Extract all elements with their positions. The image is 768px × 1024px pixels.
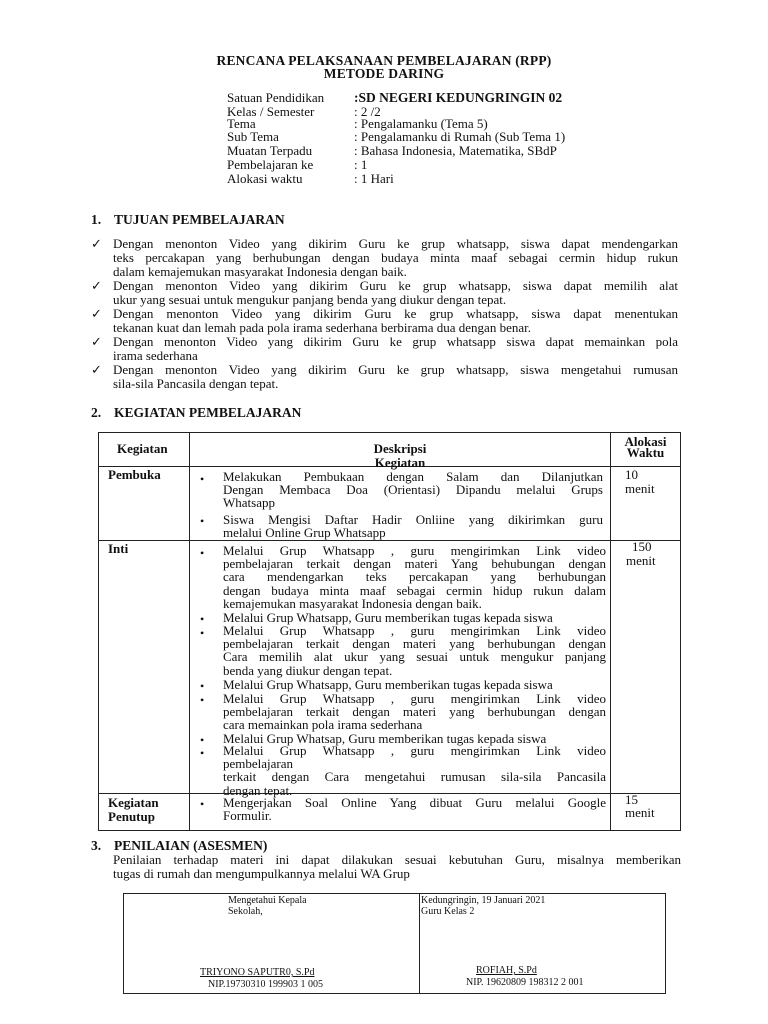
check-icon: ✓ [91, 306, 102, 321]
identity-label: Alokasi waktu [227, 171, 303, 186]
identity-value: : 1 Hari [354, 171, 394, 186]
time-unit: menit [626, 553, 656, 568]
signatory-name: ROFIAH, S.Pd [476, 965, 537, 976]
check-icon: ✓ [91, 362, 102, 377]
identity-label: Pembelajaran ke [227, 157, 314, 172]
check-icon: ✓ [91, 236, 102, 251]
section-number: 3. [91, 838, 102, 853]
table-border [189, 432, 190, 831]
column-header-deskripsi: Deskripsi [373, 441, 427, 456]
identity-label: Sub Tema [227, 129, 279, 144]
signature-caption: Mengetahui Kepala [228, 895, 307, 906]
signature-caption: Sekolah, [228, 906, 263, 917]
table-border [680, 432, 681, 831]
signature-caption: Guru Kelas 2 [421, 906, 475, 917]
section-heading: KEGIATAN PEMBELAJARAN [114, 405, 302, 420]
table-bullet-item: Mengerjakan Soal Online Yang dibuat Guru melalui Google Formulir. [223, 795, 606, 824]
document-subtitle: METODE DARING [323, 66, 445, 81]
table-border [610, 432, 611, 831]
box-border [123, 893, 666, 894]
time-unit: menit [625, 805, 655, 820]
signatory-nip: NIP.19730310 199903 1 005 [208, 979, 324, 990]
identity-value: : Pengalamanku (Tema 5) [354, 116, 488, 131]
table-border [98, 830, 681, 831]
table-bullet-item: Melalui Grup Whatsapp, Guru memberikan tugas kepada siswa [223, 677, 553, 692]
table-border [98, 432, 681, 433]
bullet-icon: • [200, 733, 205, 747]
time-value: 10 [625, 467, 638, 482]
column-header-deskripsi: Kegiatan [374, 455, 426, 470]
identity-value-school: :SD NEGERI KEDUNGRINGIN 02 [354, 90, 563, 105]
identity-value: : Pengalamanku di Rumah (Sub Tema 1) [354, 129, 566, 144]
signature-date: Kedungringin, 19 Januari 2021 [421, 895, 546, 906]
check-icon: ✓ [91, 334, 102, 349]
bullet-icon: • [200, 612, 205, 626]
list-item: Dengan menonton Video yang dikirim Guru ke grup whatsapp, siswa dapat menentukan tekanan kuat dan lemah pada pola irama sederhana berbirama dua dengan benar. [113, 306, 678, 335]
bullet-icon: • [200, 746, 205, 760]
row-label-penutup: Kegiatan [108, 795, 159, 810]
bullet-icon: • [200, 797, 205, 811]
section-number: 1. [91, 212, 102, 227]
table-bullet-item: Melalui Grup Whatsapp , guru mengirimkan Link video pembelajaran terkait dengan materi Yang behubungan dengan cara mendengarkan teks percakapan yang berhubungan dengan budaya minta maaf sebagai cermin hidup rukun dalam kemajemukan masyarakat Indonesia dengan baik. [223, 543, 606, 611]
section-number: 2. [91, 405, 102, 420]
identity-label: Tema [227, 116, 256, 131]
identity-label: Satuan Pendidikan [227, 90, 325, 105]
table-border [98, 432, 99, 831]
box-border [665, 893, 666, 994]
bullet-icon: • [200, 472, 205, 486]
list-item: Dengan menonton Video yang dikirim Guru ke grup whatsapp siswa dapat memainkan pola irama sederhana [113, 334, 678, 363]
list-item: Dengan menonton Video yang dikirim Guru ke grup whatsapp, siswa dapat mendengarkan teks percakapan yang berhubungan dengan budaya minta maaf sebagai cermin hidup rukun dalam kemajemukan masyarakat Indonesia dengan baik. [113, 236, 678, 279]
column-header-alokasi: Waktu [626, 445, 665, 460]
identity-label: Kelas / Semester [227, 104, 315, 119]
table-bullet-item: Melalui Grup Whatsapp , guru mengirimkan Link video pembelajaran terkait dengan Cara mengetahui rumusan sila-sila Pancasila dengan tepat. [223, 743, 606, 798]
bullet-icon: • [200, 626, 205, 640]
row-label-penutup: Penutup [108, 809, 155, 824]
bullet-icon: • [200, 514, 205, 528]
identity-value: : 2 /2 [354, 104, 381, 119]
table-bullet-item: Siswa Mengisi Daftar Hadir Onliine yang dikirimkan guru melalui Online Grup Whatsapp [223, 512, 603, 541]
document-title: RENCANA PELAKSANAAN PEMBELAJARAN (RPP) [216, 53, 552, 68]
box-divider [419, 893, 420, 994]
row-label-inti: Inti [108, 541, 129, 556]
identity-label: Muatan Terpadu [227, 143, 313, 158]
bullet-icon: • [200, 679, 205, 693]
box-border [123, 893, 124, 994]
column-header-kegiatan: Kegiatan [117, 441, 168, 456]
time-value: 15 [625, 792, 638, 807]
list-item: Dengan menonton Video yang dikirim Guru ke grup whatsapp, siswa dapat memilih alat ukur yang sesuai untuk mengukur panjang benda yang diukur dengan tepat. [113, 278, 678, 307]
table-bullet-item: Melakukan Pembukaan dengan Salam dan Dilanjutkan Dengan Membaca Doa (Orientasi) Dipandu melalui Grups Whatsapp [223, 469, 603, 511]
check-icon: ✓ [91, 278, 102, 293]
column-header-alokasi: Alokasi [624, 434, 667, 449]
table-bullet-item: Melalui Grup Whatsapp , guru mengirimkan Link video pembelajaran terkait dengan materi yang berhubungan dengan cara memainkan pola irama sederhana [223, 691, 606, 733]
table-border [98, 540, 681, 541]
section-heading: PENILAIAN (ASESMEN) [114, 838, 268, 853]
row-label-pembuka: Pembuka [108, 467, 161, 482]
bullet-icon: • [200, 693, 205, 707]
bullet-icon: • [200, 546, 205, 560]
signatory-nip: NIP. 19620809 198312 2 001 [466, 977, 584, 988]
section-heading: TUJUAN PEMBELAJARAN [114, 212, 285, 227]
identity-value: : 1 [354, 157, 368, 172]
table-bullet-item: Melalui Grup Whatsapp, Guru memberikan tugas kepada siswa [223, 610, 553, 625]
assessment-text: Penilaian terhadap materi ini dapat dilakukan sesuai kebutuhan Guru, misalnya memberikan tugas di rumah dan mengumpulkannya melalui WA Grup [113, 852, 681, 881]
list-item: Dengan menonton Video yang dikirim Guru ke grup whatsapp, siswa mengetahui rumusan sila-sila Pancasila dengan tepat. [113, 362, 678, 391]
box-border [123, 993, 666, 994]
table-bullet-item: Melalui Grup Whatsap, Guru memberikan tugas kepada siswa [223, 731, 547, 746]
table-bullet-item: Melalui Grup Whatsapp , guru mengirimkan Link video pembelajaran terkait dengan materi yang berhubungan dengan Cara memilih alat ukur yang sesuai untuk mengukur panjang benda yang diukur dengan tepat. [223, 623, 606, 678]
time-unit: menit [625, 481, 655, 496]
signatory-name: TRIYONO SAPUTR0, S.Pd [200, 967, 315, 978]
identity-value: : Bahasa Indonesia, Matematika, SBdP [354, 143, 557, 158]
time-value: 150 [632, 539, 652, 554]
